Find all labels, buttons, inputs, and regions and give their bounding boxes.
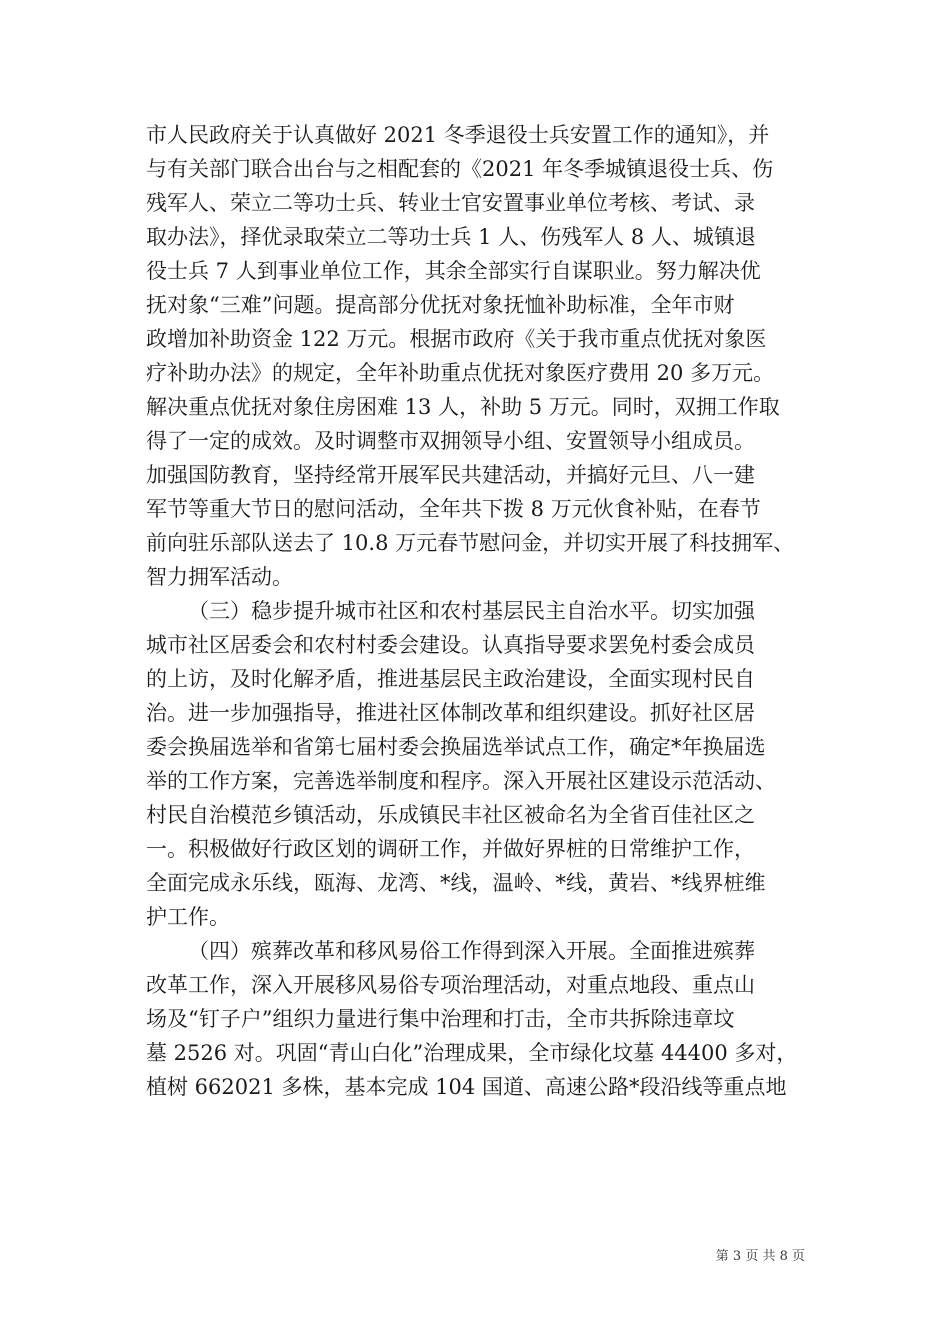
text-line: 场及“钉子户”组织力量进行集中治理和打击，全市共拆除违章坟 (146, 1007, 735, 1031)
text-line: 加强国防教育，坚持经常开展军民共建活动，并搞好元旦、八一建 (146, 463, 755, 487)
section-heading-line: （四）殡葬改革和移风易俗工作得到深入开展。全面推进殡葬 (188, 939, 755, 963)
text-line: 改革工作，深入开展移风易俗专项治理活动，对重点地段、重点山 (146, 973, 755, 997)
text-line: 举的工作方案，完善选举制度和程序。深入开展社区建设示范活动、 (146, 769, 776, 793)
text-line: 解决重点优抚对象住房困难 13 人，补助 5 万元。同时，双拥工作取 (146, 395, 780, 419)
text-line: 政增加补助资金 122 万元。根据市政府《关于我市重点优抚对象医 (146, 327, 767, 351)
text-line: 委会换届选举和省第七届村委会换届选举试点工作，确定*年换届选 (146, 735, 766, 759)
text-line: 城市社区居委会和农村村委会建设。认真指导要求罢免村委会成员 (146, 633, 755, 657)
text-line: 的上访，及时化解矛盾，推进基层民主政治建设，全面实现村民自 (146, 667, 755, 691)
text-line: 智力拥军活动。 (146, 565, 293, 589)
section-heading-line: （三）稳步提升城市社区和农村基层民主自治水平。切实加强 (188, 599, 755, 623)
text-line: 护工作。 (146, 905, 230, 929)
text-line: 残军人、荣立二等功士兵、转业士官安置事业单位考核、考试、录 (146, 191, 755, 215)
document-body (146, 118, 806, 1104)
text-line: 役士兵 7 人到事业单位工作，其余全部实行自谋职业。努力解决优 (146, 259, 761, 283)
text-line: 全面完成永乐线，瓯海、龙湾、*线，温岭、*线，黄岩、*线界桩维 (146, 871, 766, 895)
text-line: 治。进一步加强指导，推进社区体制改革和组织建设。抓好社区居 (146, 701, 755, 725)
text-line: 得了一定的成效。及时调整市双拥领导小组、安置领导小组成员。 (146, 429, 755, 453)
page-number: 第 3 页 共 8 页 (715, 1249, 805, 1264)
text-line: 植树 662021 多株，基本完成 104 国道、高速公路*段沿线等重点地 (146, 1075, 787, 1099)
text-line: 墓 2526 对。巩固“青山白化”治理成果，全市绿化坟墓 44400 多对， (146, 1041, 798, 1065)
text-line: 抚对象“三难”问题。提高部分优抚对象抚恤补助标准，全年市财 (146, 293, 735, 317)
text-line: 疗补助办法》的规定，全年补助重点优抚对象医疗费用 20 多万元。 (146, 361, 775, 385)
text-line: 一。积极做好行政区划的调研工作，并做好界桩的日常维护工作， (146, 837, 755, 861)
text-line: 取办法》，择优录取荣立二等功士兵 1 人、伤残军人 8 人、城镇退 (146, 225, 756, 249)
text-line: 与有关部门联合出台与之相配套的《2021 年冬季城镇退役士兵、伤 (146, 157, 774, 181)
text-line: 村民自治模范乡镇活动，乐成镇民丰社区被命名为全省百佳社区之 (146, 803, 755, 827)
text-line: 前向驻乐部队送去了 10.8 万元春节慰问金，并切实开展了科技拥军、 (146, 531, 795, 555)
text-line: 军节等重大节日的慰问活动，全年共下拨 8 万元伙食补贴，在春节 (146, 497, 761, 521)
text-line: 市人民政府关于认真做好 2021 冬季退役士兵安置工作的通知》，并 (146, 123, 770, 147)
